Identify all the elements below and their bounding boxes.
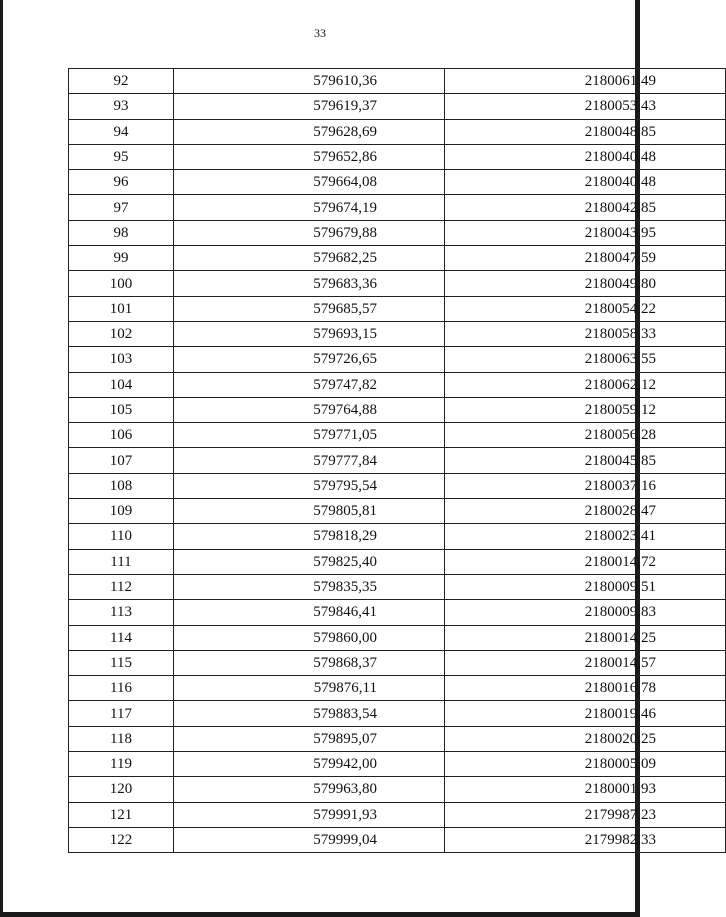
table-row bbox=[69, 549, 726, 574]
x-coordinate-cell: 579835,35 bbox=[174, 574, 445, 599]
table-row bbox=[69, 423, 726, 448]
x-coordinate-cell: 579679,88 bbox=[174, 220, 445, 245]
x-coordinate-cell: 579674,19 bbox=[174, 195, 445, 220]
x-coordinate-cell: 579860,00 bbox=[174, 625, 445, 650]
x-coordinate-cell: 579619,37 bbox=[174, 94, 445, 119]
x-coordinate-cell: 579628,69 bbox=[174, 119, 445, 144]
table-row bbox=[69, 220, 726, 245]
table-row bbox=[69, 473, 726, 498]
y-coordinate-cell: 2180005,09 bbox=[445, 752, 726, 777]
y-coordinate-cell: 2179982,33 bbox=[445, 827, 726, 852]
point-number-cell: 96 bbox=[69, 170, 174, 195]
y-coordinate-cell: 2180042,85 bbox=[445, 195, 726, 220]
x-coordinate-cell: 579682,25 bbox=[174, 246, 445, 271]
scan-edge-left bbox=[0, 0, 3, 917]
x-coordinate-cell: 579991,93 bbox=[174, 802, 445, 827]
x-coordinate-cell: 579726,65 bbox=[174, 347, 445, 372]
y-coordinate-cell: 2180040,48 bbox=[445, 144, 726, 169]
y-coordinate-cell: 2180045,85 bbox=[445, 448, 726, 473]
table-row bbox=[69, 524, 726, 549]
table-row bbox=[69, 499, 726, 524]
x-coordinate-cell: 579876,11 bbox=[174, 676, 445, 701]
table-row bbox=[69, 94, 726, 119]
y-coordinate-cell: 2180028,47 bbox=[445, 499, 726, 524]
y-coordinate-cell: 2180016,78 bbox=[445, 676, 726, 701]
x-coordinate-cell: 579795,54 bbox=[174, 473, 445, 498]
y-coordinate-cell: 2180040,48 bbox=[445, 170, 726, 195]
x-coordinate-cell: 579868,37 bbox=[174, 650, 445, 675]
table-row bbox=[69, 802, 726, 827]
y-coordinate-cell: 2180014,57 bbox=[445, 650, 726, 675]
table-row bbox=[69, 777, 726, 802]
x-coordinate-cell: 579963,80 bbox=[174, 777, 445, 802]
x-coordinate-cell: 579818,29 bbox=[174, 524, 445, 549]
x-coordinate-cell: 579747,82 bbox=[174, 372, 445, 397]
point-number-cell: 98 bbox=[69, 220, 174, 245]
x-coordinate-cell: 579846,41 bbox=[174, 600, 445, 625]
table-row bbox=[69, 701, 726, 726]
y-coordinate-cell: 2180061,49 bbox=[445, 69, 726, 94]
y-coordinate-cell: 2180047,59 bbox=[445, 246, 726, 271]
x-coordinate-cell: 579883,54 bbox=[174, 701, 445, 726]
x-coordinate-cell: 579664,08 bbox=[174, 170, 445, 195]
table-row bbox=[69, 144, 726, 169]
y-coordinate-cell: 2180062,12 bbox=[445, 372, 726, 397]
point-number-cell: 92 bbox=[69, 69, 174, 94]
y-coordinate-cell: 2180059,12 bbox=[445, 397, 726, 422]
coordinates-table-body bbox=[69, 69, 726, 853]
page-number: 33 bbox=[314, 26, 326, 40]
y-coordinate-cell: 2180058,33 bbox=[445, 321, 726, 346]
point-number-cell: 111 bbox=[69, 549, 174, 574]
point-number-cell: 93 bbox=[69, 94, 174, 119]
y-coordinate-cell: 2180043,95 bbox=[445, 220, 726, 245]
x-coordinate-cell: 579771,05 bbox=[174, 423, 445, 448]
y-coordinate-cell: 2180014,72 bbox=[445, 549, 726, 574]
y-coordinate-cell: 2180009,51 bbox=[445, 574, 726, 599]
x-coordinate-cell: 579610,36 bbox=[174, 69, 445, 94]
point-number-cell: 95 bbox=[69, 144, 174, 169]
point-number-cell: 105 bbox=[69, 397, 174, 422]
x-coordinate-cell: 579805,81 bbox=[174, 499, 445, 524]
y-coordinate-cell: 2180049,80 bbox=[445, 271, 726, 296]
table-row bbox=[69, 119, 726, 144]
point-number-cell: 119 bbox=[69, 752, 174, 777]
table-row bbox=[69, 69, 726, 94]
point-number-cell: 115 bbox=[69, 650, 174, 675]
point-number-cell: 113 bbox=[69, 600, 174, 625]
point-number-cell: 104 bbox=[69, 372, 174, 397]
table-row bbox=[69, 625, 726, 650]
point-number-cell: 114 bbox=[69, 625, 174, 650]
x-coordinate-cell: 579942,00 bbox=[174, 752, 445, 777]
table-row bbox=[69, 676, 726, 701]
coordinates-table bbox=[68, 68, 726, 853]
y-coordinate-cell: 2180063,55 bbox=[445, 347, 726, 372]
x-coordinate-cell: 579685,57 bbox=[174, 296, 445, 321]
point-number-cell: 112 bbox=[69, 574, 174, 599]
point-number-cell: 121 bbox=[69, 802, 174, 827]
point-number-cell: 118 bbox=[69, 726, 174, 751]
y-coordinate-cell: 2180023,41 bbox=[445, 524, 726, 549]
table-row bbox=[69, 752, 726, 777]
table-row bbox=[69, 271, 726, 296]
y-coordinate-cell: 2180009,83 bbox=[445, 600, 726, 625]
table-row bbox=[69, 321, 726, 346]
point-number-cell: 100 bbox=[69, 271, 174, 296]
table-row bbox=[69, 347, 726, 372]
table-row bbox=[69, 827, 726, 852]
point-number-cell: 109 bbox=[69, 499, 174, 524]
point-number-cell: 99 bbox=[69, 246, 174, 271]
table-row bbox=[69, 397, 726, 422]
table-row bbox=[69, 296, 726, 321]
table-row bbox=[69, 246, 726, 271]
point-number-cell: 97 bbox=[69, 195, 174, 220]
point-number-cell: 122 bbox=[69, 827, 174, 852]
point-number-cell: 120 bbox=[69, 777, 174, 802]
y-coordinate-cell: 2180020,25 bbox=[445, 726, 726, 751]
point-number-cell: 116 bbox=[69, 676, 174, 701]
point-number-cell: 94 bbox=[69, 119, 174, 144]
x-coordinate-cell: 579683,36 bbox=[174, 271, 445, 296]
point-number-cell: 108 bbox=[69, 473, 174, 498]
point-number-cell: 102 bbox=[69, 321, 174, 346]
table-row bbox=[69, 600, 726, 625]
table-row bbox=[69, 170, 726, 195]
y-coordinate-cell: 2180037,16 bbox=[445, 473, 726, 498]
y-coordinate-cell: 2180014,25 bbox=[445, 625, 726, 650]
point-number-cell: 106 bbox=[69, 423, 174, 448]
x-coordinate-cell: 579764,88 bbox=[174, 397, 445, 422]
table-row bbox=[69, 195, 726, 220]
y-coordinate-cell: 2180056,28 bbox=[445, 423, 726, 448]
y-coordinate-cell: 2179987,23 bbox=[445, 802, 726, 827]
x-coordinate-cell: 579825,40 bbox=[174, 549, 445, 574]
x-coordinate-cell: 579999,04 bbox=[174, 827, 445, 852]
y-coordinate-cell: 2180001,93 bbox=[445, 777, 726, 802]
point-number-cell: 103 bbox=[69, 347, 174, 372]
point-number-cell: 117 bbox=[69, 701, 174, 726]
y-coordinate-cell: 2180019,46 bbox=[445, 701, 726, 726]
point-number-cell: 110 bbox=[69, 524, 174, 549]
y-coordinate-cell: 2180048,85 bbox=[445, 119, 726, 144]
scan-edge-bottom bbox=[0, 912, 640, 917]
x-coordinate-cell: 579895,07 bbox=[174, 726, 445, 751]
y-coordinate-cell: 2180054,22 bbox=[445, 296, 726, 321]
x-coordinate-cell: 579693,15 bbox=[174, 321, 445, 346]
table-row bbox=[69, 448, 726, 473]
table-row bbox=[69, 726, 726, 751]
x-coordinate-cell: 579652,86 bbox=[174, 144, 445, 169]
table-row bbox=[69, 574, 726, 599]
y-coordinate-cell: 2180053,43 bbox=[445, 94, 726, 119]
point-number-cell: 101 bbox=[69, 296, 174, 321]
point-number-cell: 107 bbox=[69, 448, 174, 473]
x-coordinate-cell: 579777,84 bbox=[174, 448, 445, 473]
table-row bbox=[69, 650, 726, 675]
table-row bbox=[69, 372, 726, 397]
